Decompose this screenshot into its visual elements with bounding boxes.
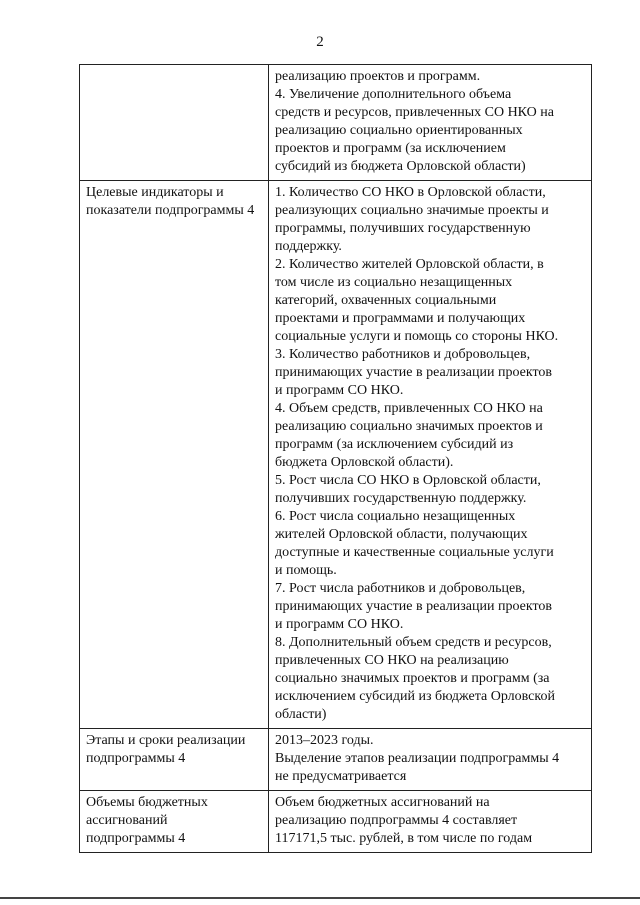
text-line: 5. Рост числа СО НКО в Орловской области,	[275, 473, 541, 488]
text-line: реализацию проектов и программ.	[275, 69, 481, 84]
text-line: средств и ресурсов, привлеченных СО НКО на	[275, 105, 554, 120]
text-line: проектов и программ (за исключением	[275, 141, 506, 156]
text-line: получивших государственную поддержку.	[275, 491, 527, 506]
row-label: Объемы бюджетных ассигнований подпрограммы 4	[80, 791, 269, 853]
text-line: принимающих участие в реализации проектов	[275, 599, 553, 614]
table-row	[80, 791, 592, 853]
text-line: привлеченных СО НКО на реализацию	[275, 653, 509, 668]
text-line: 1. Количество СО НКО в Орловской области,	[275, 185, 546, 200]
table-row	[80, 181, 592, 729]
row-label	[80, 65, 269, 181]
text-line: реализацию социально значимых проектов и	[275, 419, 543, 434]
row-label: Этапы и сроки реализации подпрограммы 4	[80, 729, 269, 791]
row-value	[269, 791, 592, 853]
text-line: поддержку.	[275, 239, 342, 254]
scan-edge-line	[0, 897, 640, 899]
text-line: программ (за исключением субсидий из	[275, 437, 514, 452]
table-row	[80, 65, 592, 181]
text-line: и программ СО НКО.	[275, 617, 404, 632]
text-line: Выделение этапов реализации подпрограммы 4	[275, 751, 560, 766]
text-line: том числе из социально незащищенных	[275, 275, 513, 290]
page-number: 2	[316, 34, 324, 50]
text-line: реализацию подпрограммы 4 составляет	[275, 813, 518, 828]
text-line: исключением субсидий из бюджета Орловской	[275, 689, 555, 704]
text-line: 7. Рост числа работников и добровольцев,	[275, 581, 526, 596]
text-line: принимающих участие в реализации проектов	[275, 365, 553, 380]
text-line: социальные услуги и помощь со стороны НКО.	[275, 329, 559, 344]
text-line: и программ СО НКО.	[275, 383, 404, 398]
text-line: 8. Дополнительный объем средств и ресурсов,	[275, 635, 552, 650]
text-line: не предусматривается	[275, 769, 407, 784]
text-line: программы, получивших государственную	[275, 221, 531, 236]
text-line: 6. Рост числа социально незащищенных	[275, 509, 516, 524]
text-line: Объем бюджетных ассигнований на	[275, 795, 490, 810]
row-value	[269, 65, 592, 181]
text-line: 4. Объем средств, привлеченных СО НКО на	[275, 401, 543, 416]
text-line: 4. Увеличение дополнительного объема	[275, 87, 512, 102]
text-line: 3. Количество работников и добровольцев,	[275, 347, 531, 362]
text-line: 117171,5 тыс. рублей, в том числе по годам	[275, 831, 533, 846]
text-line: и помощь.	[275, 563, 337, 578]
table-row	[80, 729, 592, 791]
text-line: бюджета Орловской области).	[275, 455, 454, 470]
subprogram-passport-table	[79, 64, 592, 853]
row-label: Целевые индикаторы и показатели подпрограммы 4	[80, 181, 269, 729]
text-line: 2013–2023 годы.	[275, 733, 374, 748]
row-value	[269, 729, 592, 791]
text-line: категорий, охваченных социальными	[275, 293, 497, 308]
text-line: реализацию социально ориентированных	[275, 123, 523, 138]
text-line: проектами и программами и получающих	[275, 311, 526, 326]
text-line: жителей Орловской области, получающих	[275, 527, 528, 542]
text-line: 2. Количество жителей Орловской области, в	[275, 257, 544, 272]
row-value	[269, 181, 592, 729]
text-line: субсидий из бюджета Орловской области)	[275, 159, 526, 174]
text-line: области)	[275, 707, 327, 722]
text-line: социально значимых проектов и программ (за	[275, 671, 550, 686]
text-line: реализующих социально значимые проекты и	[275, 203, 549, 218]
text-line: доступные и качественные социальные услуги	[275, 545, 554, 560]
